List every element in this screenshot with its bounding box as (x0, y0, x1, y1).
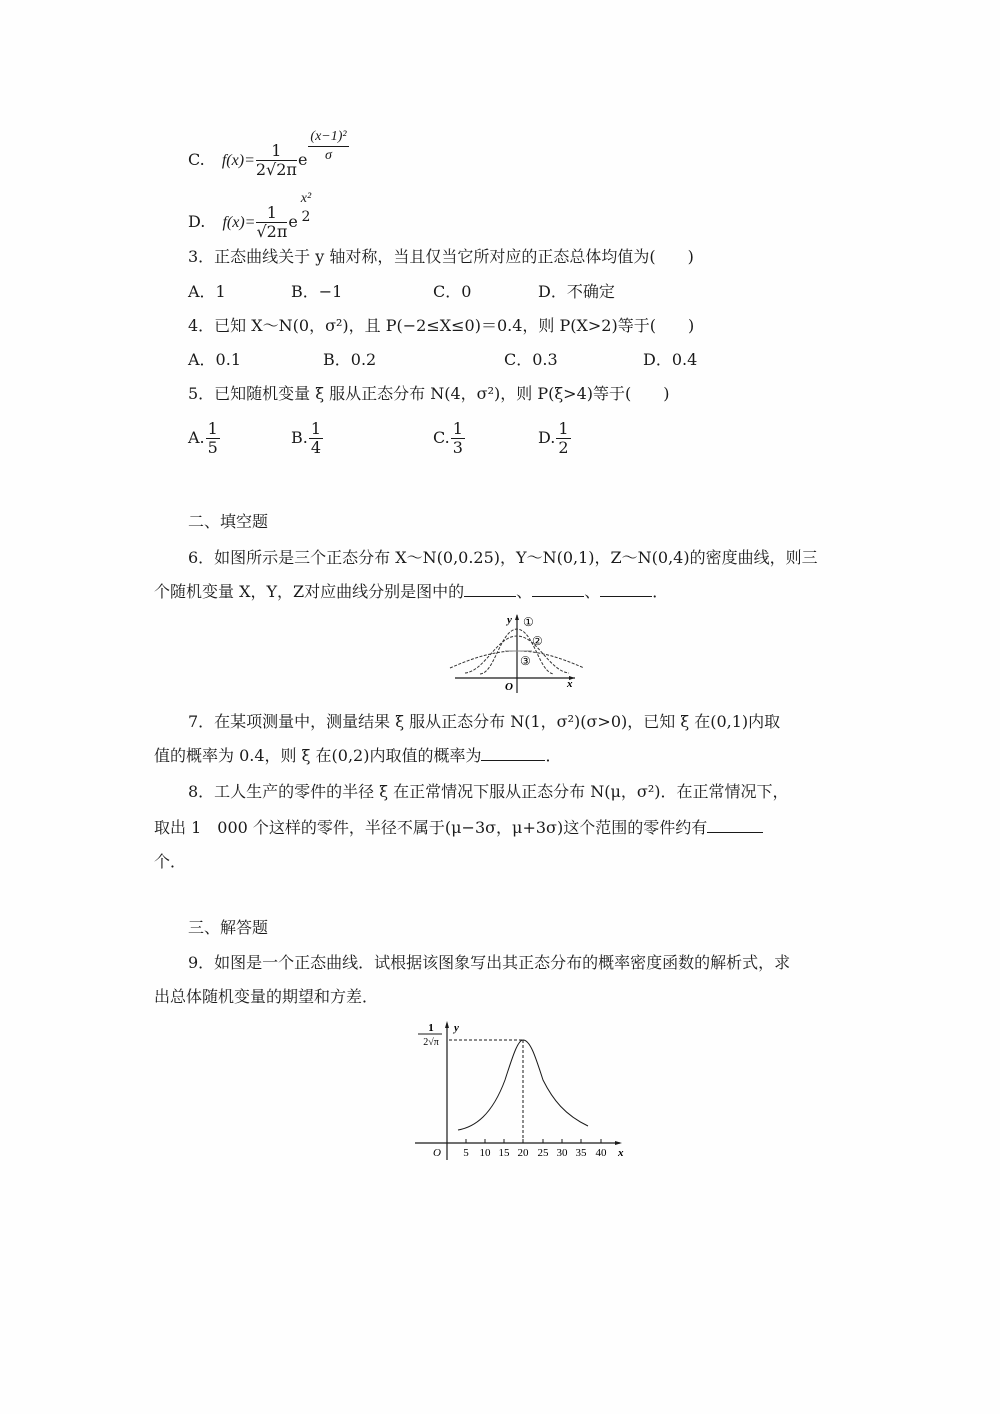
period: ． (652, 582, 669, 601)
q8-text: 取出 1 000 个这样的零件，半径不属于(μ−3σ，μ+3σ)这个范围的零件约有 (154, 818, 708, 837)
curve-label-2: ② (532, 634, 543, 648)
q3-options (188, 282, 888, 302)
y-label: y (507, 614, 512, 626)
q3-option-d[interactable]: D．不确定 (538, 282, 615, 301)
q7-line2 (154, 746, 561, 766)
y-arrow-icon (445, 1021, 449, 1028)
q5-option-c[interactable] (433, 420, 466, 457)
exponent-denominator: σ (325, 148, 332, 163)
formula-lhs: f(x)= (222, 214, 256, 231)
fraction-denominator: 3 (452, 438, 463, 457)
tick-label: 40 (595, 1147, 607, 1159)
fraction (309, 420, 323, 457)
separator: 、 (516, 582, 533, 601)
q5-stem: 5．已知随机变量 ξ 服从正态分布 N(4，σ²)，则 P(ξ>4)等于( ) (188, 384, 670, 403)
normal-curve-figure (370, 1015, 640, 1165)
q7-line1: 7．在某项测量中，测量结果 ξ 服从正态分布 N(1，σ²)(σ>0)，已知 ξ 在(0,1)内取 (188, 712, 781, 731)
q4-stem: 4．已知 X～N(0，σ²)，且 P(−2≤X≤0)＝0.4，则 P(X>2)等于( ) (188, 316, 695, 335)
q8-line3: 个． (154, 852, 187, 871)
fraction-denominator: 4 (310, 438, 322, 457)
exponent-fraction (308, 128, 348, 165)
answer-blank-2[interactable] (532, 582, 584, 597)
q6-line2 (154, 582, 668, 602)
answer-blank-3[interactable] (600, 582, 652, 597)
fraction-numerator: 1 (256, 204, 287, 223)
tick-label: 5 (463, 1147, 469, 1159)
tick-label: 35 (575, 1147, 587, 1159)
fraction (451, 420, 465, 457)
exponent-numerator: (x−1)² (308, 128, 348, 147)
separator: 、 (584, 582, 601, 601)
x-arrow-icon (615, 1141, 622, 1145)
option-label: C. (433, 428, 450, 447)
exp-base: e (288, 212, 298, 231)
fraction-numerator: 1 (207, 419, 218, 438)
q5-options (188, 420, 888, 460)
q3-stem: 3．正态曲线关于 y 轴对称，当且仅当它所对应的正态总体均值为( ) (188, 247, 694, 266)
q4-option-b[interactable]: B．0.2 (323, 350, 377, 369)
option-label: B. (291, 428, 308, 447)
answer-blank-1[interactable] (464, 582, 516, 597)
x-tick-labels (463, 1147, 607, 1159)
q4-options (188, 350, 888, 370)
origin-label: O (505, 681, 513, 693)
fraction-denominator: √2π (256, 222, 288, 241)
tick-label: 30 (556, 1147, 568, 1159)
q4-option-a[interactable]: A．0.1 (188, 350, 242, 369)
q2-option-c (188, 128, 350, 179)
exp-base: e (297, 150, 308, 169)
tick-label: 20 (517, 1147, 529, 1159)
y-label: y (454, 1022, 459, 1034)
fraction-numerator: 1 (256, 142, 297, 161)
exponent-numerator: x² (300, 191, 312, 206)
fraction (256, 142, 297, 179)
tick-label: 10 (479, 1147, 491, 1159)
q4-option-c[interactable]: C．0.3 (504, 350, 558, 369)
section-title-fill-in: 二、填空题 (188, 512, 269, 531)
q8-line1: 8．工人生产的零件的半径 ξ 在正常情况下服从正态分布 N(μ，σ²)．在正常情况下， (188, 782, 789, 801)
normal-curves-figure (440, 605, 600, 695)
fraction (206, 420, 220, 457)
fraction-numerator: 1 (310, 419, 322, 438)
fraction-denominator: 2√2π (255, 160, 297, 179)
fraction-numerator: 1 (452, 419, 463, 438)
option-label: A. (188, 428, 205, 447)
tick-label: 25 (537, 1147, 549, 1159)
q7-text: 值的概率为 0.4，则 ξ 在(0,2)内取值的概率为 (154, 746, 482, 765)
option-label: D. (188, 212, 206, 231)
peak-label-numerator: 1 (428, 1022, 434, 1034)
curve-label-1: ① (523, 615, 534, 629)
q3-option-b[interactable]: B．−1 (291, 282, 343, 301)
q4-option-d[interactable]: D．0.4 (643, 350, 698, 369)
formula-lhs: f(x)= (221, 152, 255, 169)
option-label: D. (538, 428, 556, 447)
fraction-denominator: 2 (558, 438, 569, 457)
x-label: x (618, 1147, 624, 1159)
origin-label: O (433, 1147, 441, 1159)
q5-option-a[interactable] (188, 420, 221, 457)
y-arrow-icon (515, 614, 519, 620)
q6-text: 个随机变量 X，Y，Z对应曲线分别是图中的 (154, 582, 465, 601)
fraction (256, 204, 287, 241)
answer-blank[interactable] (707, 818, 763, 833)
q3-option-c[interactable]: C．0 (433, 282, 472, 301)
tick-label: 15 (498, 1147, 510, 1159)
curve-label-3: ③ (520, 654, 531, 668)
peak-label-denominator: 2√π (423, 1037, 439, 1048)
q5-option-b[interactable] (291, 420, 324, 457)
q9-line1: 9．如图是一个正态曲线．试根据该图象写出其正态分布的概率密度函数的解析式，求 (188, 953, 791, 972)
answer-blank[interactable] (481, 746, 545, 761)
period: ． (545, 746, 562, 765)
fraction-denominator: 5 (207, 438, 218, 457)
q6-line1: 6．如图所示是三个正态分布 X～N(0,0.25)，Y～N(0,1)，Z～N(0,4)的密度曲线，则三 (188, 548, 818, 567)
q8-line2 (154, 818, 763, 838)
q2-option-d (188, 190, 314, 241)
exponent-denominator: 2 (301, 209, 311, 225)
exponent-fraction (299, 190, 313, 226)
section-title-solve: 三、解答题 (188, 918, 269, 937)
x-label: x (567, 678, 573, 690)
q5-option-d[interactable] (538, 420, 572, 457)
fraction (556, 420, 570, 457)
q9-line2: 出总体随机变量的期望和方差． (154, 987, 379, 1006)
fraction-numerator: 1 (558, 419, 569, 438)
q3-option-a[interactable]: A．1 (188, 282, 226, 301)
option-label: C. (188, 150, 205, 169)
